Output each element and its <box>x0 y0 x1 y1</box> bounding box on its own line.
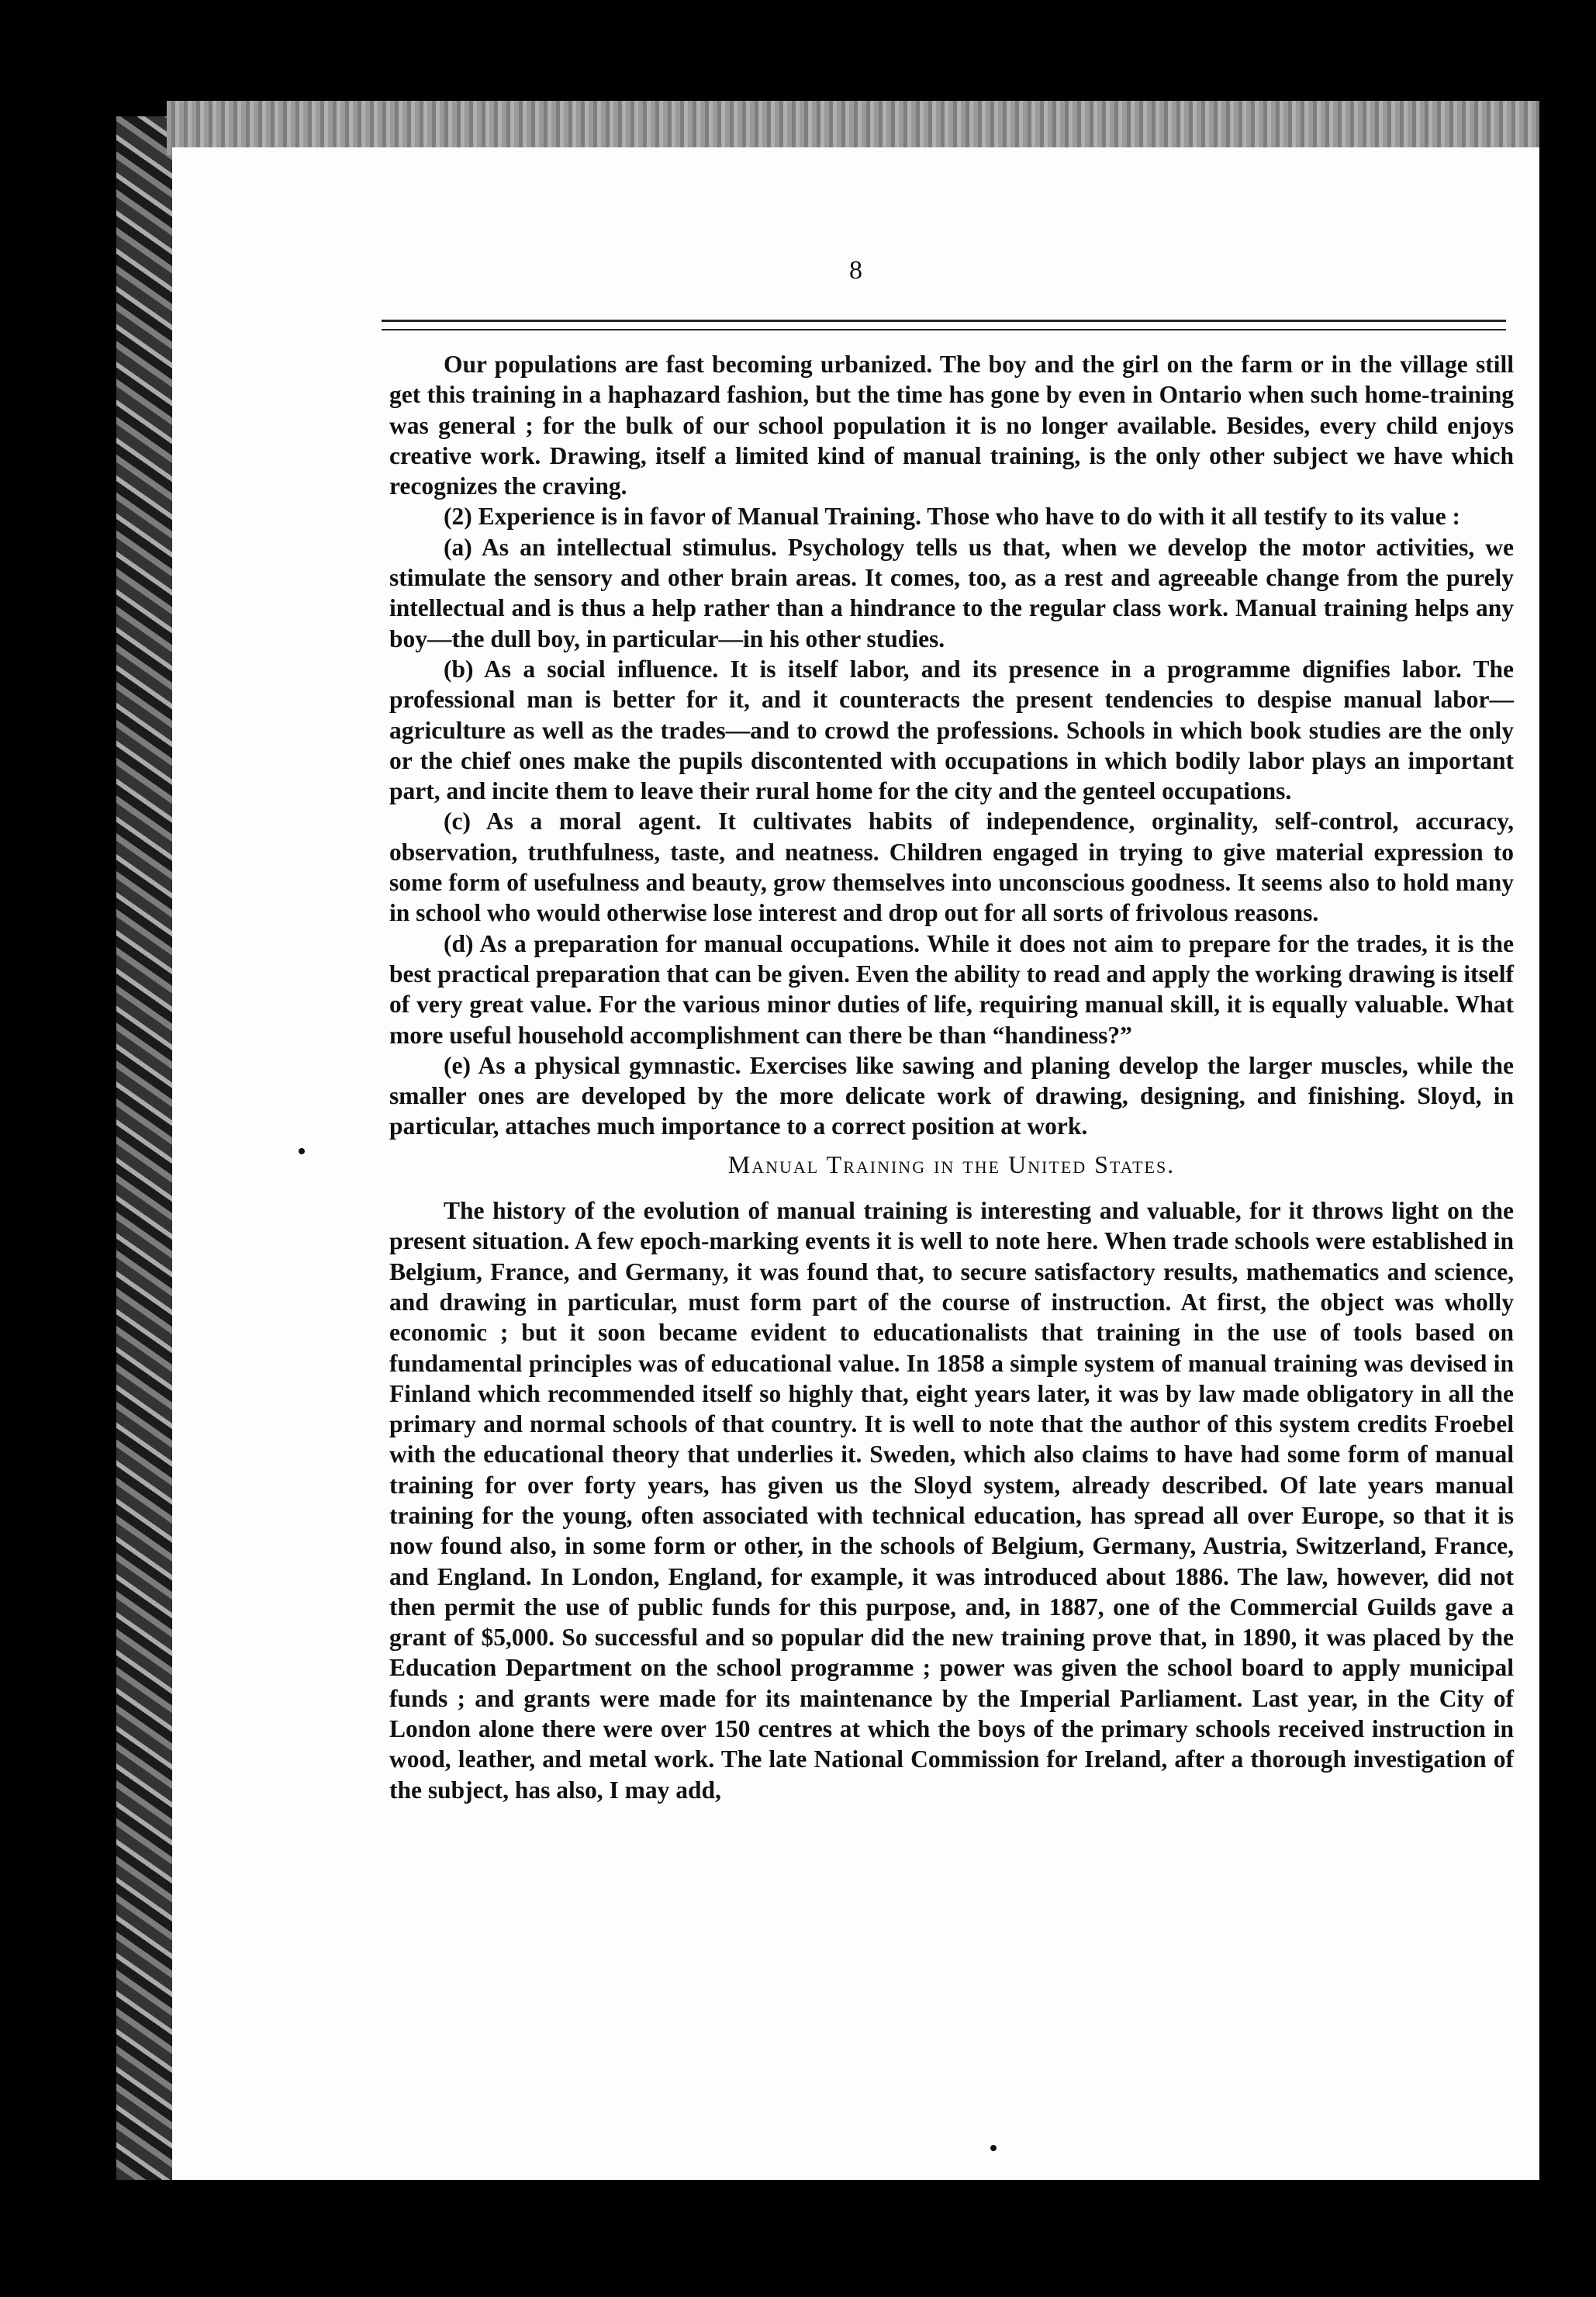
scan-speck <box>990 2145 997 2151</box>
document-page <box>172 147 1539 2180</box>
paragraph: (b) As a social influence. It is itself labor, and its presence in a programme dignifies labor. The professional man is better for it, and it counteracts the present tendencies to despise manual labor—agriculture as well as the trades—and to crowd the professions. Schools in which book studies are the only or the chief ones make the pupils discontented with occupations in which bodily labor plays an important part, and incite them to leave their rural home for the city and the genteel occupations. <box>389 655 1514 805</box>
paragraph: (2) Experience is in favor of Manual Training. Those who have to do with it all testify to its value : <box>444 503 1461 531</box>
paragraph: (d) As a preparation for manual occupations. While it does not aim to prepare for the trades, it is the best practical preparation that can be given. Even the ability to read and apply the working drawing is itself of very great value. For the various minor duties of life, requiring manual skill, it is equally valuable. What more useful household accomplishment can there be than “handiness?” <box>389 929 1514 1049</box>
section-heading: Manual Training in the United States. <box>727 1150 1176 1178</box>
header-rule <box>382 320 1506 330</box>
paragraph: (c) As a moral agent. It cultivates habits of independence, orginality, self-control, accuracy, observation, truthfulness, taste, and neatness. Children engaged in trying to give material expression to some form of usefulness and beauty, grow themselves into unconscious goodness. It seems also to hold many in school who would otherwise lose interest and drop out for all sorts of frivolous reasons. <box>389 808 1514 927</box>
scan-speck <box>299 1148 305 1154</box>
marbled-binding <box>116 116 178 2180</box>
paragraph: The history of the evolution of manual training is interesting and valuable, for it throws light on the present situation. A few epoch-marking events it is well to note here. When trade schools were established in Belgium, France, and Germany, it was found that, to secure satisfactory results, mathematics and science, and drawing in particular, must form part of the course of instruction. At first, the object was wholly economic ; but it soon became evident to educationalists that training in the use of tools based on fundamental principles was of educational value. In 1858 a simple system of manual training was devised in Finland which recommended itself so highly that, eight years later, it was by law made obligatory in all the primary and normal schools of that country. It is well to note that the author of this system credits Froebel with the educational theory that underlies it. Sweden, which also claims to have had some form of manual training for over forty years, has given us the Sloyd system, already described. Of late years manual training for the young, often associated with technical education, has spread all over Europe, so that it is now found also, in some form or other, in the schools of Belgium, Germany, Austria, Switzerland, France, and England. In London, England, for example, it was introduced about 1886. The law, however, did not then permit the use of public funds for this purpose, and, in 1887, one of the Commercial Guilds gave a grant of $5,000. So successful and so popular did the new training prove that, in 1890, it was placed by the Education Department on the school programme ; power was given the school board to apply municipal funds ; and grants were made for its maintenance by the Imperial Parliament. Last year, in the City of London alone there were over 150 centres at which the boys of the primary schools received instruction in wood, leather, and metal work. The late National Commission for Ireland, after a thorough investigation of the subject, has also, I may add, <box>389 1197 1514 1804</box>
paragraph: Our populations are fast becoming urbanized. The boy and the girl on the farm or in the village still get this training in a haphazard fashion, but the time has gone by even in Ontario when such home-training was general ; for the bulk of our school population it is no longer available. Besides, every child enjoys creative work. Drawing, itself a limited kind of manual training, is the only other subject we have which recognizes the craving. <box>389 351 1514 500</box>
paragraph: (e) As a physical gymnastic. Exercises like sawing and planing develop the larger muscles, while the smaller ones are developed by the more delicate work of drawing, designing, and finishing. Sloyd, in particular, attaches much importance to a correct position at work. <box>389 1051 1514 1140</box>
paragraph: (a) As an intellectual stimulus. Psychology tells us that, when we develop the motor activities, we stimulate the sensory and other brain areas. It comes, too, as a rest and agreeable change from the purely intellectual and is thus a help rather than a hindrance to the regular class work. Manual training helps any boy—the dull boy, in particular—in his other studies. <box>389 533 1514 652</box>
body-text <box>389 349 1514 1805</box>
page-number: 8 <box>849 256 862 285</box>
